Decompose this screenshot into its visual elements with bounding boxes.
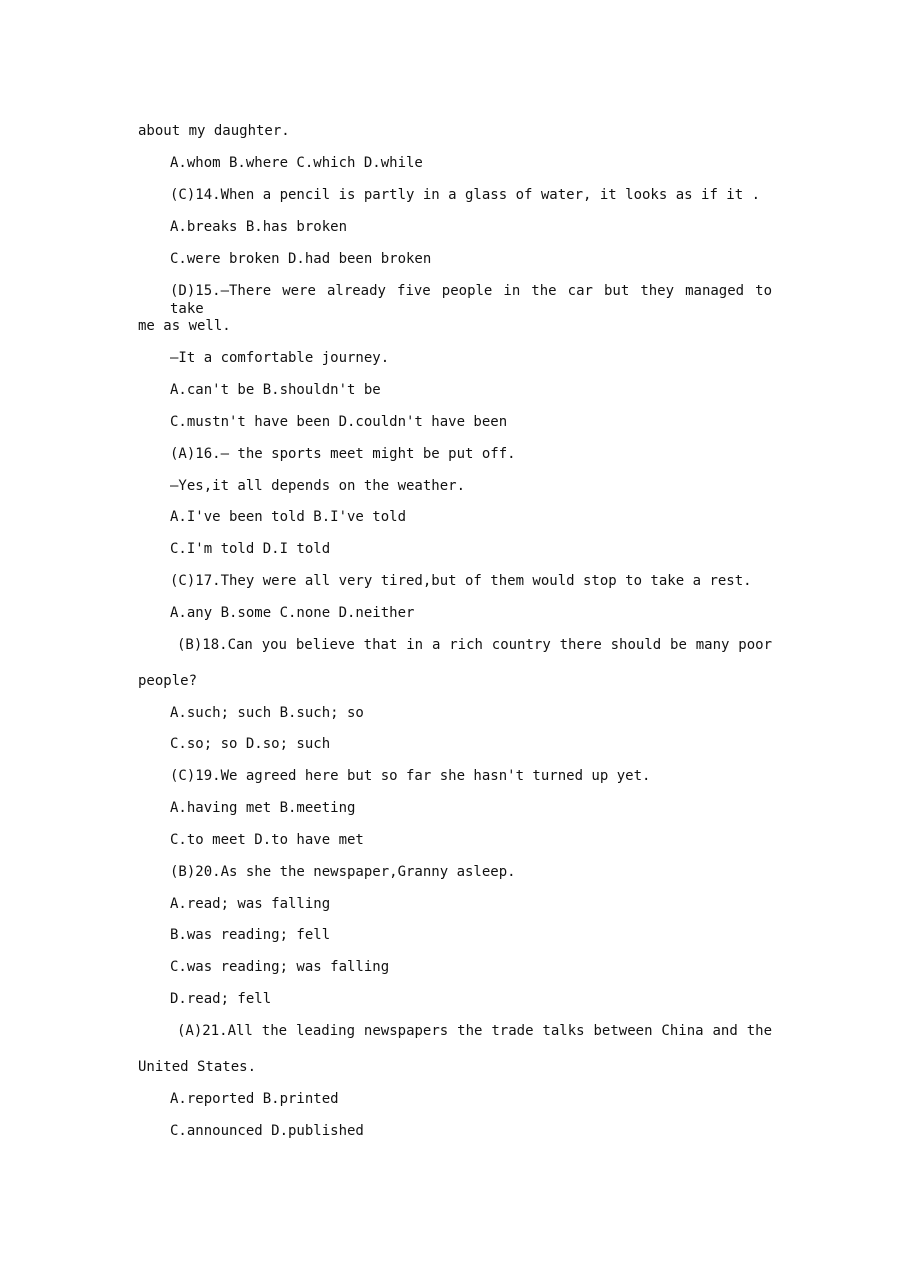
question-19-options-ab: A.having met B.meeting <box>170 800 356 816</box>
text-line: about my daughter. <box>138 123 290 139</box>
question-16-reply: —Yes,it all depends on the weather. <box>170 478 466 494</box>
question-17: (C)17.They were all very tired,but of them would stop to take a rest. <box>170 573 752 589</box>
question-18-options-ab: A.such; such B.such; so <box>170 705 364 721</box>
question-15-reply: —It a comfortable journey. <box>170 350 390 366</box>
question-19: (C)19.We agreed here but so far she hasn't turned up yet. <box>170 768 651 784</box>
question-14-options-cd: C.were broken D.had been broken <box>170 251 432 267</box>
question-15-options-ab: A.can't be B.shouldn't be <box>170 382 381 398</box>
question-21-options-cd: C.announced D.published <box>170 1123 364 1139</box>
question-21-options-ab: A.reported B.printed <box>170 1091 339 1107</box>
question-20-option-a: A.read; was falling <box>170 896 331 912</box>
question-15-options-cd: C.mustn't have been D.couldn't have been <box>170 414 508 430</box>
question-18: (B)18.Can you believe that in a rich country there should be many poor <box>177 637 772 653</box>
question-21: (A)21.All the leading newspapers the trade talks between China and the <box>177 1023 772 1039</box>
question-20-option-c: C.was reading; was falling <box>170 959 390 975</box>
question-19-options-cd: C.to meet D.to have met <box>170 832 364 848</box>
question-18-continued: people? <box>138 673 198 689</box>
question-16-options-ab: A.I've been told B.I've told <box>170 509 407 525</box>
question-13-options: A.whom B.where C.which D.while <box>170 155 423 171</box>
question-16-options-cd: C.I'm told D.I told <box>170 541 331 557</box>
question-21-continued: United States. <box>138 1059 257 1075</box>
question-16: (A)16.— the sports meet might be put off. <box>170 446 516 462</box>
question-20: (B)20.As she the newspaper,Granny asleep. <box>170 864 516 880</box>
question-17-options: A.any B.some C.none D.neither <box>170 605 415 621</box>
question-14: (C)14.When a pencil is partly in a glass of water, it looks as if it . <box>170 187 761 203</box>
question-15-continued: me as well. <box>138 318 231 334</box>
question-20-option-d: D.read; fell <box>170 991 272 1007</box>
question-14-options-ab: A.breaks B.has broken <box>170 219 348 235</box>
question-15: (D)15.—There were already five people in the car but they managed to take <box>170 283 772 317</box>
question-20-option-b: B.was reading; fell <box>170 927 331 943</box>
question-18-options-cd: C.so; so D.so; such <box>170 736 331 752</box>
